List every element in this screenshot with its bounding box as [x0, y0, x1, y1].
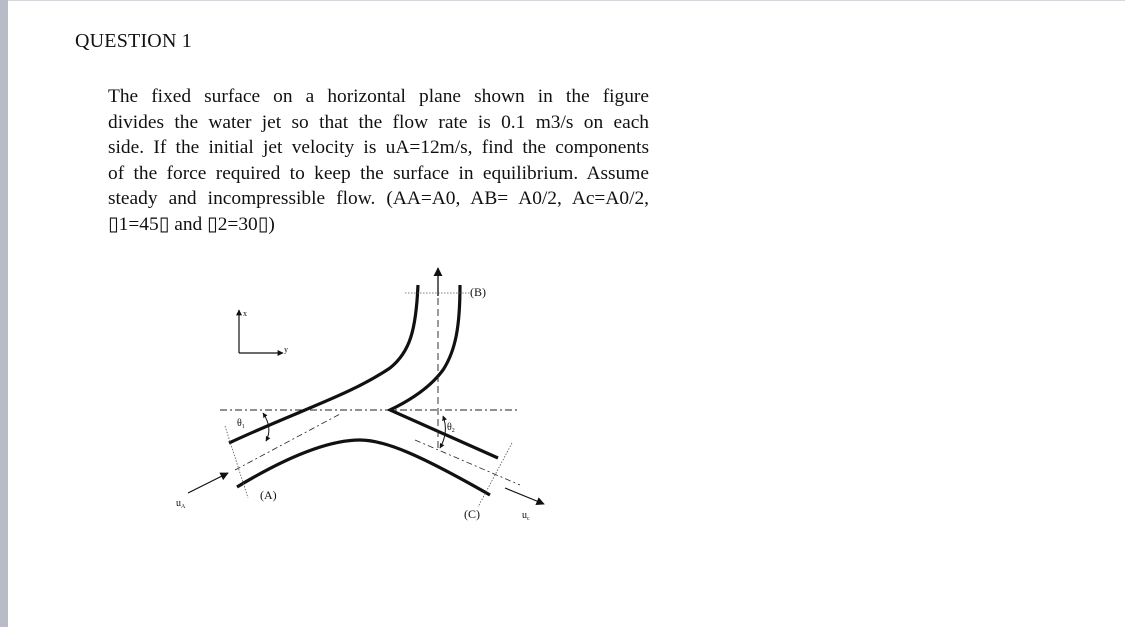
ua-label: $u_A$ [176, 498, 186, 510]
top-border [8, 0, 1125, 1]
theta2-label: $\theta_2$ [447, 422, 455, 434]
y-axis-label: y [284, 345, 288, 354]
flow-c-arrow-icon [505, 488, 544, 504]
body-line-6: ▯1=45▯ and ▯2=30▯) [108, 213, 275, 235]
question-body [108, 84, 649, 238]
label-c: (C) [464, 507, 480, 521]
splitter-surface [390, 285, 498, 458]
label-a: (A) [260, 488, 277, 502]
body-line-2: divides the water jet so that the flow rate is 0.1 m3/s on each [108, 111, 649, 133]
body-line-5: steady and incompressible flow. (AA=A0, AB= A0/2, Ac=A0/2, [108, 188, 649, 210]
x-axis-label: x [243, 309, 247, 318]
label-b: (B) [470, 285, 486, 299]
jet-splitter-figure [160, 262, 560, 527]
question-title: QUESTION 1 [75, 30, 192, 52]
body-line-3: side. If the initial jet velocity is uA=12m/s, find the components [108, 137, 649, 159]
body-line-4: of the force required to keep the surface in equilibrium. Assume [108, 162, 649, 184]
upper-outer-wall [229, 285, 418, 443]
theta1-label: $\theta_1$ [237, 418, 245, 430]
body-line-1: The fixed surface on a horizontal plane shown in the figure [108, 86, 649, 107]
left-border [0, 0, 8, 627]
flow-a-arrow-icon [188, 473, 228, 493]
uc-label: $u_c$ [522, 510, 530, 522]
